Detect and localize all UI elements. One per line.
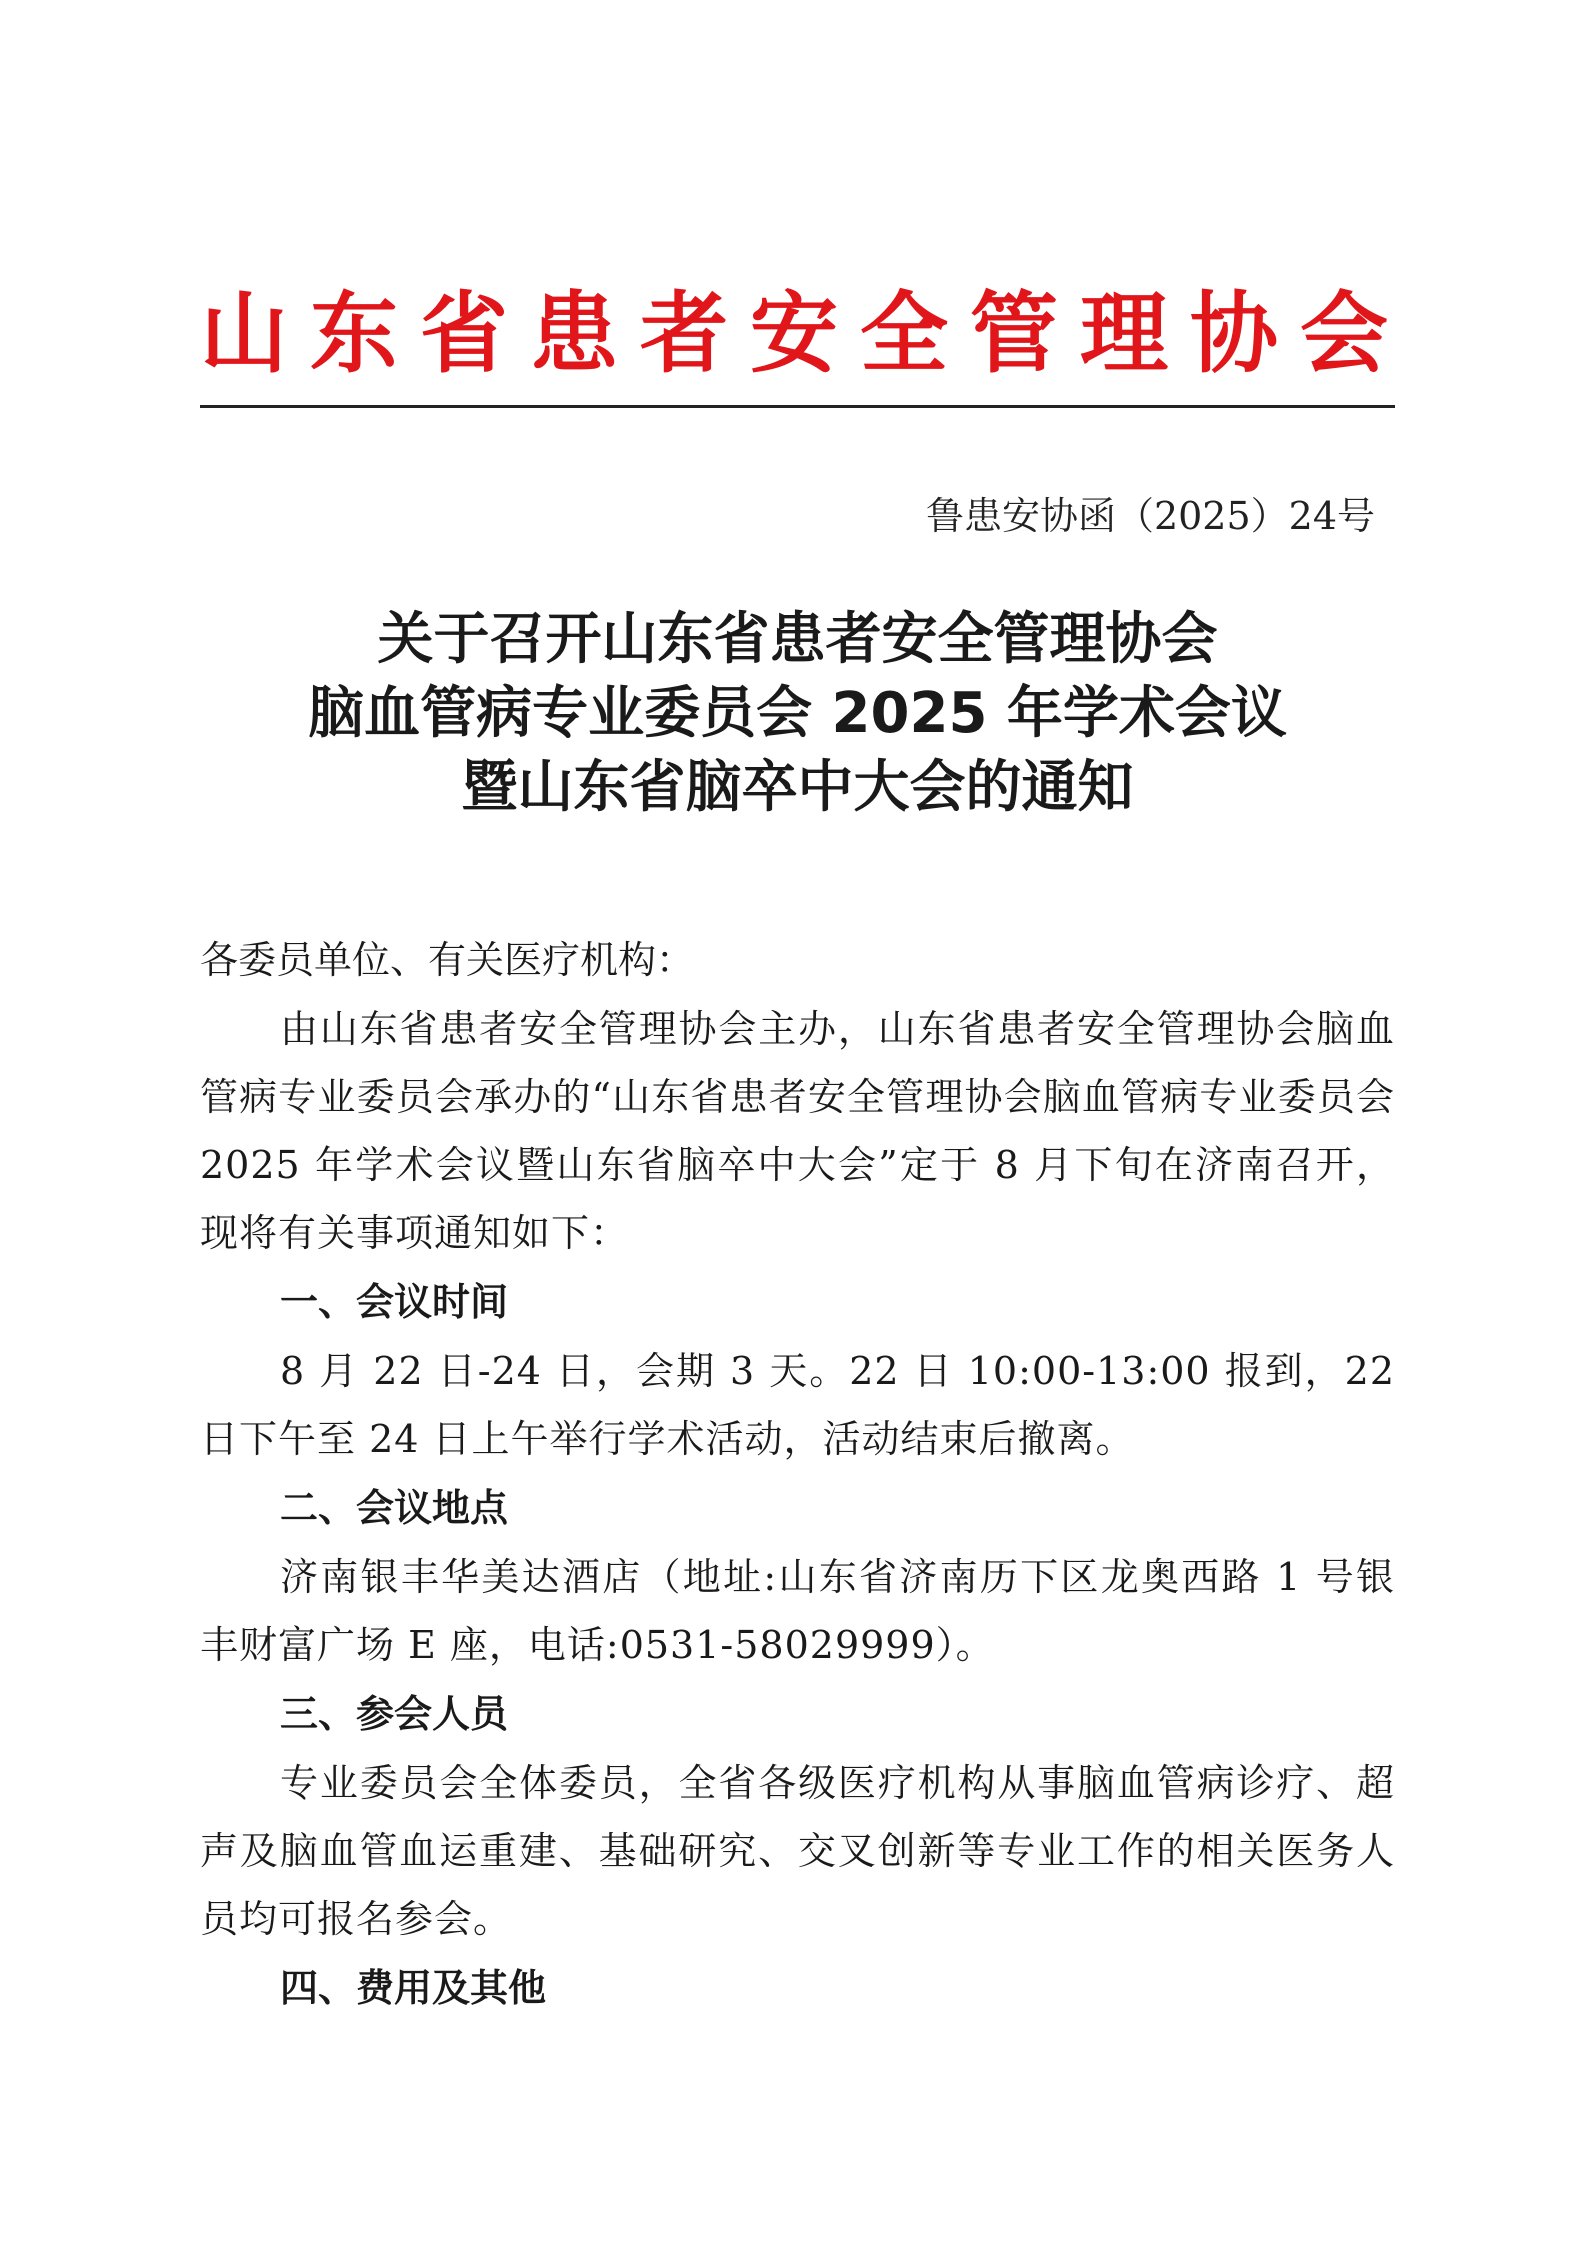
document-number: 鲁患安协函（2025）24号 <box>925 494 1375 538</box>
section-text-attendees: 专业委员会全体委员，全省各级医疗机构从事脑血管病诊疗、超声及脑血管血运重建、基础研究、交叉创新等专业工作的相关医务人员均可报名参会。 <box>200 1761 1395 1941</box>
document-body <box>200 925 1395 2023</box>
section-heading-fees: 四、费用及其他 <box>280 1966 547 2010</box>
section-heading-attendees: 三、参会人员 <box>280 1692 509 1736</box>
section-heading-time: 一、会议时间 <box>280 1280 509 1324</box>
document-title <box>200 603 1395 825</box>
section-text-location: 济南银丰华美达酒店（地址:山东省济南历下区龙奥西路 1 号银丰财富广场 E 座，电话:0531-58029999）。 <box>200 1555 1395 1667</box>
section-heading-location: 二、会议地点 <box>280 1486 509 1530</box>
letterhead-org-name: 山东省患者安全管理协会 <box>200 281 1390 385</box>
salutation: 各委员单位、有关医疗机构： <box>200 938 695 982</box>
title-line-3: 暨山东省脑卒中大会的通知 <box>461 755 1134 820</box>
letterhead-divider <box>200 405 1395 408</box>
title-line-1: 关于召开山东省患者安全管理协会 <box>377 607 1218 672</box>
intro-paragraph: 由山东省患者安全管理协会主办，山东省患者安全管理协会脑血管病专业委员会承办的“山东省患者安全管理协会脑血管病专业委员会 2025 年学术会议暨山东省脑卒中大会”定于 8 月下旬在济南召开，现将有关事项通知如下： <box>200 1007 1395 1255</box>
section-text-time: 8 月 22 日-24 日，会期 3 天。22 日 10:00-13:00 报到，22 日下午至 24 日上午举行学术活动，活动结束后撤离。 <box>200 1349 1395 1461</box>
title-line-2: 脑血管病专业委员会 2025 年学术会议 <box>308 681 1287 746</box>
